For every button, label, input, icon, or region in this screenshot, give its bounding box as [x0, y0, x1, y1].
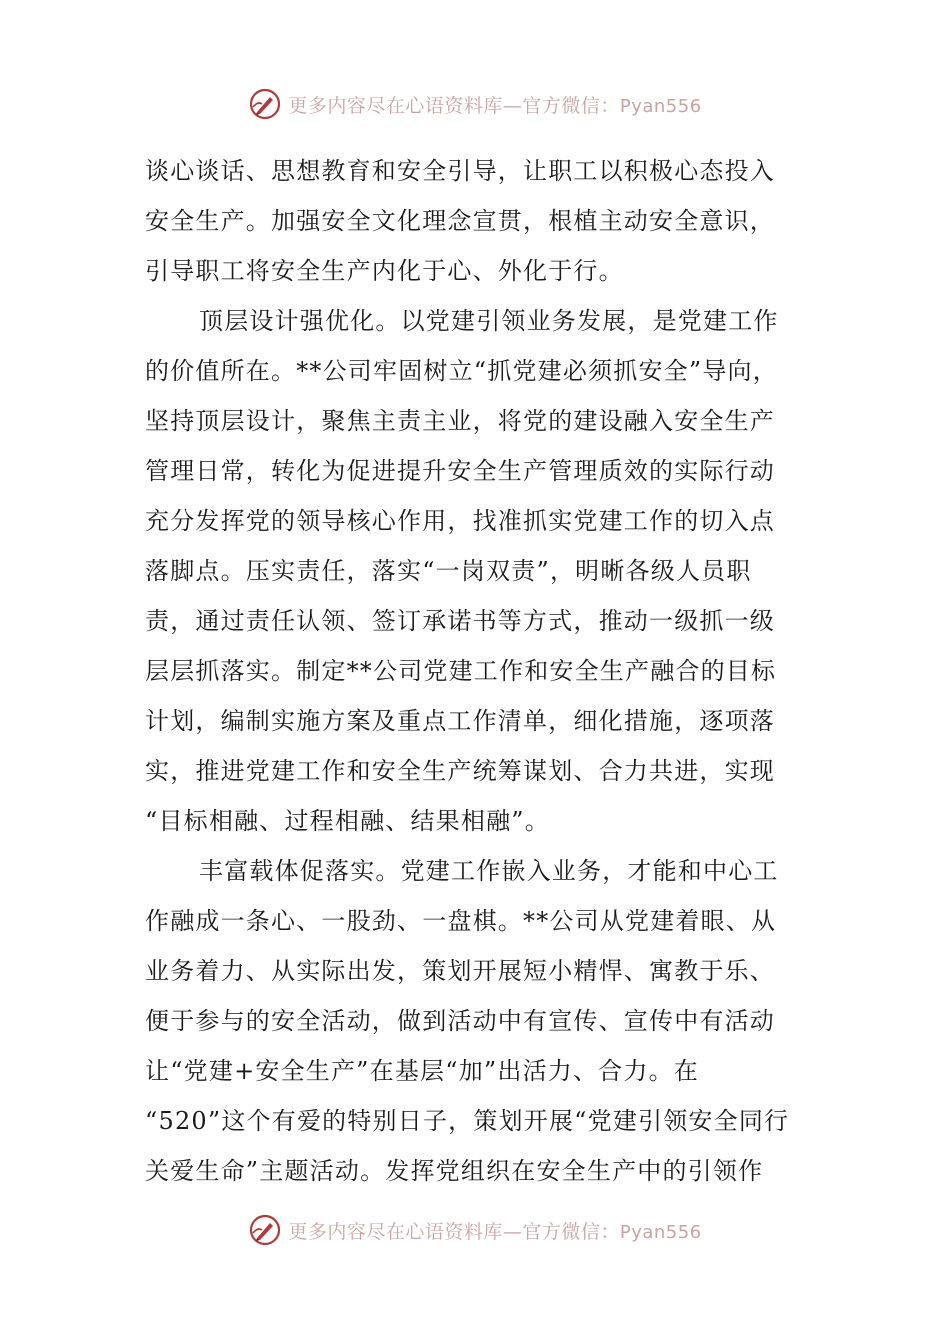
text-line: 落脚点。压实责任，落实“一岗双责”，明晰各级人员职 [145, 557, 752, 585]
text-line: 顶层设计强优化。以党建引领业务发展，是党建工作 [199, 307, 779, 335]
pen-logo-icon [248, 87, 282, 121]
text-line: 计划，编制实施方案及重点工作清单，细化措施，逐项落 [145, 707, 775, 735]
text-line: “目标相融、过程相融、结果相融”。 [145, 807, 550, 835]
banner-text: 更多内容尽在心语资料库—官方微信：Pyan556 [288, 94, 702, 117]
text-line: 作融成一条心、一股劲、一盘棋。**公司从党建着眼、从 [145, 907, 777, 935]
text-line: “520”这个有爱的特别日子，策划开展“党建引领安全同行 [145, 1107, 790, 1135]
text-line: 坚持顶层设计，聚焦主责主业，将党的建设融入安全生产 [145, 407, 775, 435]
text-line: 关爱生命”主题活动。发挥党组织在安全生产中的引领作 [145, 1157, 764, 1185]
text-line: 的价值所在。**公司牢固树立“抓党建必须抓安全”导向， [145, 357, 778, 385]
text-line: 便于参与的安全活动，做到活动中有宣传、宣传中有活动 [145, 1007, 775, 1035]
text-line: 引导职工将安全生产内化于心、外化于行。 [145, 257, 624, 285]
document-body [145, 146, 805, 1196]
paragraph-2 [145, 296, 805, 846]
text-line: 安全生产。加强安全文化理念宣贯，根植主动安全意识， [145, 207, 775, 235]
text-line: 实，推进党建工作和安全生产统筹谋划、合力共进，实现 [145, 757, 775, 785]
text-line: 让“党建+安全生产”在基层“加”出活力、合力。在 [145, 1057, 699, 1085]
text-line: 充分发挥党的领导核心作用，找准抓实党建工作的切入点 [145, 507, 775, 535]
pen-logo-icon [248, 1213, 282, 1247]
text-line: 管理日常，转化为促进提升安全生产管理质效的实际行动 [145, 457, 775, 485]
text-line: 层层抓落实。制定**公司党建工作和安全生产融合的目标 [145, 657, 777, 685]
paragraph-3 [145, 846, 805, 1196]
footer-watermark-banner [0, 1210, 950, 1250]
banner-text: 更多内容尽在心语资料库—官方微信：Pyan556 [288, 1220, 702, 1243]
paragraph-1 [145, 146, 805, 296]
text-line: 业务着力、从实际出发，策划开展短小精悍、寓教于乐、 [145, 957, 775, 985]
text-line: 谈心谈话、思想教育和安全引导，让职工以积极心态投入 [145, 157, 775, 185]
text-line: 责，通过责任认领、签订承诺书等方式，推动一级抓一级 [145, 607, 775, 635]
text-line: 丰富载体促落实。党建工作嵌入业务，才能和中心工 [199, 857, 779, 885]
header-watermark-banner [0, 84, 950, 124]
